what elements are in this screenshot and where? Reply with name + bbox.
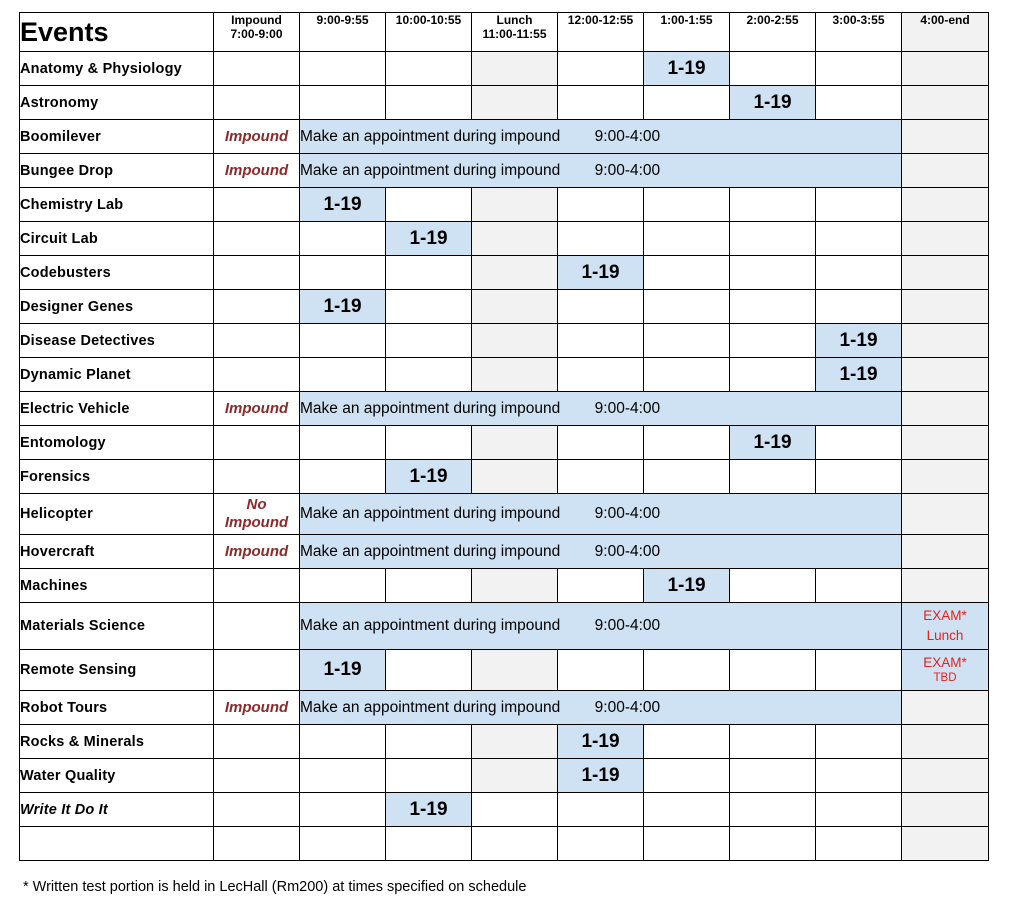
time-slot: 1-19 — [730, 426, 816, 460]
no-impound-label: No Impound — [214, 494, 300, 535]
table-row — [20, 827, 989, 861]
event-name: Entomology — [20, 426, 214, 460]
appointment-note: Make an appointment during impound 9:00-4:00 — [300, 120, 902, 154]
time-slot: 1-19 — [386, 460, 472, 494]
col-300: 3:00-3:55 — [816, 13, 902, 52]
event-name: Water Quality — [20, 759, 214, 793]
event-name: Codebusters — [20, 256, 214, 290]
table-row — [20, 86, 989, 120]
event-name: Dynamic Planet — [20, 358, 214, 392]
table-row — [20, 460, 989, 494]
table-row — [20, 535, 989, 569]
event-name: Designer Genes — [20, 290, 214, 324]
time-slot: 1-19 — [300, 188, 386, 222]
col-impound: Impound 7:00-9:00 — [214, 13, 300, 52]
appointment-note: Make an appointment during impound 9:00-4:00 — [300, 154, 902, 188]
appointment-note: Make an appointment during impound 9:00-4:00 — [300, 392, 902, 426]
event-name: Hovercraft — [20, 535, 214, 569]
time-slot: 1-19 — [300, 650, 386, 691]
event-name: Anatomy & Physiology — [20, 52, 214, 86]
appointment-note: Make an appointment during impound 9:00-4:00 — [300, 494, 902, 535]
event-name: Circuit Lab — [20, 222, 214, 256]
footnote: * Written test portion is held in LecHall (Rm200) at times specified on schedule — [23, 879, 527, 895]
table-row — [20, 392, 989, 426]
table-row — [20, 188, 989, 222]
time-slot: 1-19 — [558, 759, 644, 793]
event-name: Chemistry Lab — [20, 188, 214, 222]
event-name: Robot Tours — [20, 691, 214, 725]
time-slot: 1-19 — [816, 324, 902, 358]
col-100: 1:00-1:55 — [644, 13, 730, 52]
table-row — [20, 426, 989, 460]
time-slot: 1-19 — [644, 52, 730, 86]
col-400-end: 4:00-end — [902, 13, 989, 52]
events-title: Events — [20, 13, 214, 52]
time-slot: 1-19 — [816, 358, 902, 392]
table-row — [20, 256, 989, 290]
table-row — [20, 222, 989, 256]
table-row — [20, 324, 989, 358]
event-name: Rocks & Minerals — [20, 725, 214, 759]
table-row — [20, 154, 989, 188]
exam-tbd-cell: EXAM* TBD — [902, 650, 989, 691]
event-name: Materials Science — [20, 603, 214, 650]
event-name: Helicopter — [20, 494, 214, 535]
time-slot: 1-19 — [558, 725, 644, 759]
appointment-note: Make an appointment during impound 9:00-4:00 — [300, 691, 902, 725]
table-row — [20, 691, 989, 725]
time-slot: 1-19 — [644, 569, 730, 603]
impound-label: Impound — [214, 535, 300, 569]
exam-lunch-cell: EXAM* Lunch — [902, 603, 989, 650]
event-name: Boomilever — [20, 120, 214, 154]
event-name: Write It Do It — [20, 793, 214, 827]
col-lunch: Lunch 11:00-11:55 — [472, 13, 558, 52]
impound-label: Impound — [214, 120, 300, 154]
col-1000: 10:00-10:55 — [386, 13, 472, 52]
table-row — [20, 725, 989, 759]
table-row — [20, 494, 989, 535]
time-slot: 1-19 — [558, 256, 644, 290]
event-name — [20, 827, 214, 861]
table-row — [20, 793, 989, 827]
col-900: 9:00-9:55 — [300, 13, 386, 52]
impound-label: Impound — [214, 154, 300, 188]
event-name: Remote Sensing — [20, 650, 214, 691]
table-row — [20, 52, 989, 86]
header-row — [20, 13, 989, 52]
event-name: Electric Vehicle — [20, 392, 214, 426]
col-200: 2:00-2:55 — [730, 13, 816, 52]
table-row — [20, 120, 989, 154]
time-slot: 1-19 — [386, 222, 472, 256]
event-name: Disease Detectives — [20, 324, 214, 358]
impound-label: Impound — [214, 691, 300, 725]
appointment-note: Make an appointment during impound 9:00-4:00 — [300, 603, 902, 650]
table-row — [20, 290, 989, 324]
time-slot: 1-19 — [730, 86, 816, 120]
table-row — [20, 650, 989, 691]
event-name: Machines — [20, 569, 214, 603]
appointment-note: Make an appointment during impound 9:00-4:00 — [300, 535, 902, 569]
time-slot: 1-19 — [386, 793, 472, 827]
event-name: Forensics — [20, 460, 214, 494]
table-row — [20, 603, 989, 650]
impound-label: Impound — [214, 392, 300, 426]
table-row — [20, 759, 989, 793]
event-name: Astronomy — [20, 86, 214, 120]
time-slot: 1-19 — [300, 290, 386, 324]
table-row — [20, 358, 989, 392]
event-schedule-table — [19, 12, 989, 861]
event-name: Bungee Drop — [20, 154, 214, 188]
col-1200: 12:00-12:55 — [558, 13, 644, 52]
table-row — [20, 569, 989, 603]
